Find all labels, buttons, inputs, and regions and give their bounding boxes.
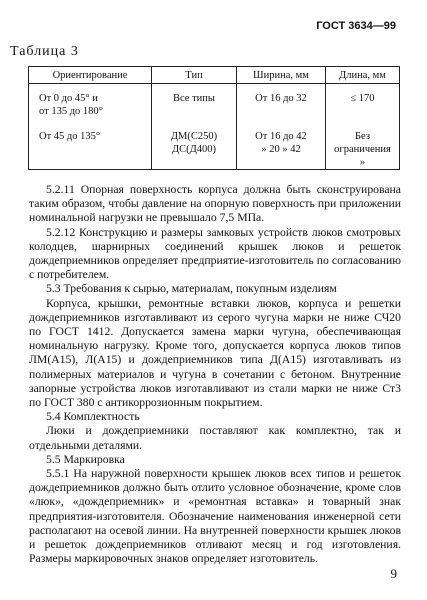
cell-length bbox=[326, 118, 400, 170]
column-header-length: Длина, мм bbox=[326, 67, 400, 84]
column-header-orientation: Ориентирование bbox=[29, 67, 152, 84]
column-header-type: Тип bbox=[152, 67, 237, 84]
cell-line: Все типы bbox=[173, 93, 215, 104]
table-title: Таблица 3 bbox=[10, 44, 79, 59]
section-heading-5-3: 5.3 Требования к сырью, материалам, покупным изделиям bbox=[46, 282, 337, 296]
table-row bbox=[29, 118, 400, 170]
cell-line: От 45 до 135° bbox=[39, 131, 101, 142]
cell-line: ДС(Д400) bbox=[171, 144, 217, 155]
cell-length bbox=[326, 84, 400, 119]
section-heading-5-4: 5.4 Комплектность bbox=[46, 410, 140, 424]
cell-orientation bbox=[29, 84, 152, 119]
cell-line: От 16 до 42 bbox=[255, 131, 307, 142]
cell-width bbox=[237, 118, 326, 170]
table-row bbox=[29, 84, 400, 119]
cell-type bbox=[152, 84, 237, 119]
cell-orientation bbox=[29, 118, 152, 170]
paragraph-5-5-1: 5.5.1 На наружной поверхности крышек люков всех типов и решеток дождеприемников должно быть отлито условное обозначение, кроме слов «люк», «дождеприемник» и «ремонтная вставка» и товарный знак предприятия-изготовителя. Обозначение наименования инженерной сети располагают на осевой линии. На внутренней поверхности крышек люков и решеток дождеприемников отливают месяц и год изготовления. Размеры маркировочных знаков определяет изготовитель. bbox=[29, 467, 401, 566]
paragraph-materials: Корпуса, крышки, ремонтные вставки люков, корпуса и решетки дождеприемников изготавливают из серого чугуна марки не ниже СЧ20 по ГОСТ 1412. Допускается замена марки чугуна, обеспечивающая номинальную нагрузку. Кроме того, допускается корпуса люков типов ЛМ(А15), Л(А15) и дождеприемников типа Д(А15) изготавливать из полимерных материалов и чугуна в сочетании с бетоном. Внутренние запорные устройства люков изготавливают из стали марки не ниже Ст3 по ГОСТ 380 с антикоррозионным покрытием. bbox=[29, 296, 401, 410]
cell-type bbox=[152, 118, 237, 170]
column-header-width: Ширина, мм bbox=[237, 67, 326, 84]
body-text bbox=[29, 183, 401, 566]
cell-line: » 20 » 42 bbox=[261, 144, 301, 155]
page-number: 9 bbox=[390, 566, 397, 581]
paragraph-5-2-11: 5.2.11 Опорная поверхность корпуса должна быть сконструирована таким образом, чтобы давление на опорную поверхность при приложении номинальной нагрузки не превышало 7,5 МПа. bbox=[29, 183, 401, 225]
paragraph-5-2-12: 5.2.12 Конструкцию и размеры замковых устройств люков смотровых колодцев, шарнирных соединений крышек люков и решеток дождеприемников определяет предприятие-изготовитель по согласованию с потребителем. bbox=[29, 225, 401, 282]
document-code: ГОСТ 3634—99 bbox=[316, 20, 396, 32]
cell-width bbox=[237, 84, 326, 119]
cell-line: От 0 до 45° и bbox=[39, 93, 98, 104]
cell-line: Без ограничения bbox=[334, 131, 391, 155]
table-header-row bbox=[29, 67, 400, 84]
cell-line: От 16 до 32 bbox=[255, 93, 307, 104]
cell-line: от 135 до 180° bbox=[39, 106, 103, 117]
section-heading-5-5: 5.5 Маркировка bbox=[46, 452, 125, 466]
cell-line: ДМ(С250) bbox=[170, 131, 218, 142]
cell-line: » bbox=[359, 157, 366, 168]
cell-line: ≤ 170 bbox=[350, 93, 375, 104]
dimensions-table bbox=[28, 66, 400, 170]
paragraph-completeness: Люки и дождеприемники поставляют как комплектно, так и отдельными деталями. bbox=[29, 424, 401, 452]
